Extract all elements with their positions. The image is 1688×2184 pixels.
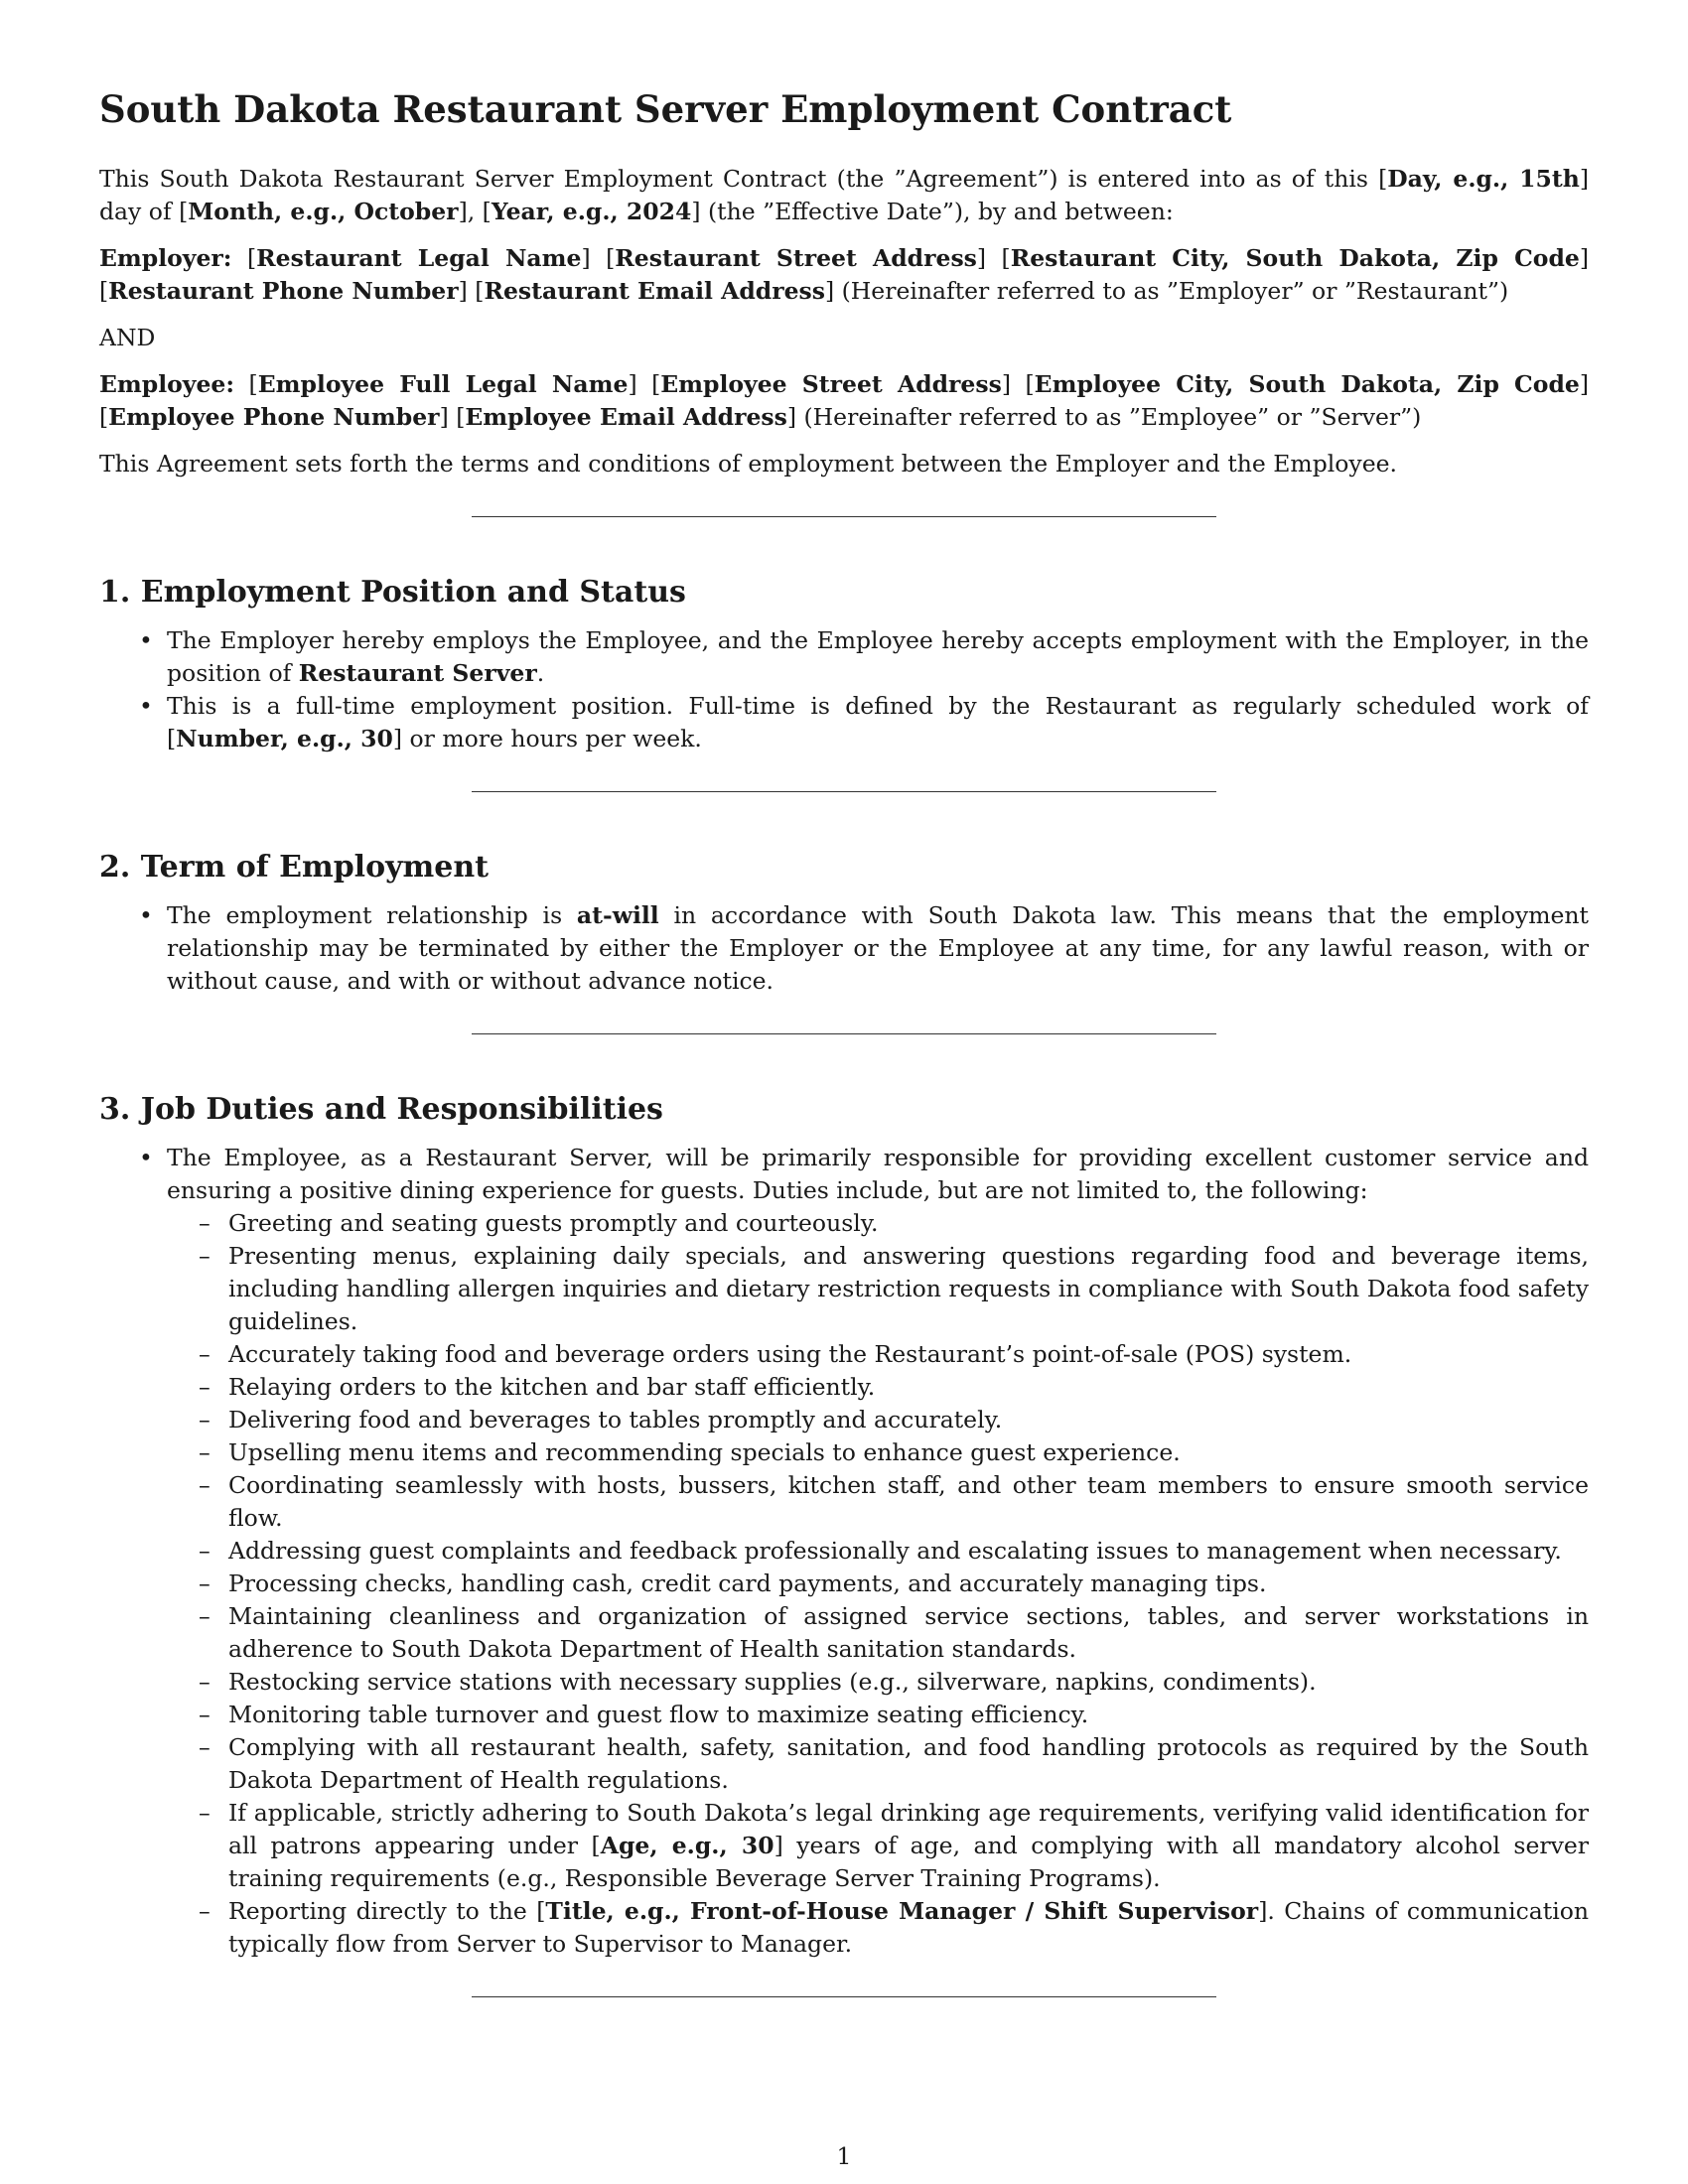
duty-item: – Addressing guest complaints and feedback professionally and escalating issues to management when necessary.	[167, 1535, 1589, 1568]
duty-item: – Presenting menus, explaining daily specials, and answering questions regarding food and beverage items, including handling allergen inquiries and dietary restriction requests in compliance with South Dakota food safety guidelines.	[167, 1240, 1589, 1338]
intro-paragraph: This South Dakota Restaurant Server Employment Contract (the ”Agreement”) is entered into as of this [Day, e.g., 15th] day of [Month, e.g., October], [Year, e.g., 2024] (the ”Effective Date”), by and between:	[99, 165, 1589, 226]
duty-item: – Monitoring table turnover and guest flow to maximize seating efficiency.	[167, 1699, 1589, 1731]
section-divider	[472, 1033, 1216, 1034]
duty-item: – Relaying orders to the kitchen and bar staff efficiently.	[167, 1371, 1589, 1404]
section-divider	[472, 516, 1216, 517]
list-item: • The Employer hereby employs the Employee, and the Employee hereby accepts employment with the Employer, in the position of Restaurant Server.	[99, 624, 1589, 690]
section-2-heading: 2. Term of Employment	[99, 850, 490, 886]
employee-name: Employee Full Legal Name	[257, 370, 629, 399]
employer-block: Employer: [Restaurant Legal Name] [Restaurant Street Address] [Restaurant City, South Dakota, Zip Code] [Restaurant Phone Number] [Restaurant Email Address] (Hereinafter referred to as ”Employer” or ”Restaurant”)	[99, 244, 1589, 306]
section-divider	[472, 1996, 1216, 1997]
duty-item: – Restocking service stations with necessary supplies (e.g., silverware, napkins, condiments).	[167, 1666, 1589, 1699]
duty-item: – Coordinating seamlessly with hosts, bussers, kitchen staff, and other team members to ensure smooth service flow.	[167, 1469, 1589, 1535]
and-text: AND	[99, 324, 156, 352]
duty-item: – Reporting directly to the [Title, e.g., Front-of-House Manager / Shift Supervisor]. Chains of communication typically flow from Server to Supervisor to Manager.	[167, 1895, 1589, 1961]
duty-item: – Maintaining cleanliness and organization of assigned service sections, tables, and server workstations in adherence to South Dakota Department of Health sanitation standards.	[167, 1600, 1589, 1666]
list-item: • The Employee, as a Restaurant Server, will be primarily responsible for providing excellent customer service and ensuring a positive dining experience for guests. Duties include, but are not limited to, the following: – Greeting and seating guests promptly and courteously. – Presenting menus, explaining daily specials, and answering questions regarding food and beverage items, including handling allergen inquiries and dietary restriction requests in compliance with South Dakota food safety guidelines. – Accurately taking food and beverage orders using the Restaurant’s point-of-sale (POS) system. – Relaying orders to the kitchen and bar staff efficiently. – Delivering food and beverages to tables promptly and accurately. – Upselling menu items and recommending specials to enhance guest experience. – Coordinating seamlessly with hosts, bussers, kitchen staff, and other team members to ensure smooth service flow. – Addressing guest complaints and feedback professionally and escalating issues to management when necessary. – Processing checks, handling cash, credit card payments, and accurately managing tips. – Maintaining cleanliness and organization of assigned service sections, tables, and server workstations in adherence to South Dakota Department of Health sanitation standards. – Restocking service stations with necessary supplies (e.g., silverware, napkins, condiments). – Monitoring table turnover and guest flow to maximize seating efficiency. – Complying with all restaurant health, safety, sanitation, and food handling protocols as required by the South Dakota Department of Health regulations. – If applicable, strictly adhering to South Dakota’s legal drinking age requirements, verifying valid identification for all patrons appearing under [Age, e.g., 30] years of age, and complying with all mandatory alcohol server training requirements (e.g., Responsible Beverage Server Training Programs). – Reporting directly to the [Title, e.g., Front-of-House Manager / Shift Supervisor]. Chains of communication typically flow from Server to Supervisor to Manager.	[99, 1142, 1589, 1961]
duty-item: – Processing checks, handling cash, credit card payments, and accurately managing tips.	[167, 1568, 1589, 1600]
terms-intro: This Agreement sets forth the terms and conditions of employment between the Employer and the Employee.	[99, 450, 1397, 478]
year-placeholder: Year, e.g., 2024	[491, 198, 692, 226]
employee-phone: Employee Phone Number	[108, 403, 440, 432]
section-1-list	[99, 624, 1589, 755]
section-2-list	[99, 899, 1589, 998]
employer-street: Restaurant Street Address	[615, 244, 977, 273]
month-placeholder: Month, e.g., October	[188, 198, 459, 226]
list-item: • This is a full-time employment position. Full-time is defined by the Restaurant as regularly scheduled work of [Number, e.g., 30] or more hours per week.	[99, 690, 1589, 755]
duty-item: – Accurately taking food and beverage orders using the Restaurant’s point-of-sale (POS) system.	[167, 1338, 1589, 1371]
page-number: 1	[836, 2142, 852, 2170]
section-1-heading: 1. Employment Position and Status	[99, 575, 686, 611]
employee-email: Employee Email Address	[465, 403, 787, 432]
employee-street: Employee Street Address	[660, 370, 1002, 399]
section-divider	[472, 791, 1216, 792]
duty-item: – Complying with all restaurant health, safety, sanitation, and food handling protocols as required by the South Dakota Department of Health regulations.	[167, 1731, 1589, 1797]
employee-block: Employee: [Employee Full Legal Name] [Employee Street Address] [Employee City, South Dakota, Zip Code] [Employee Phone Number] [Employee Email Address] (Hereinafter referred to as ”Employee” or ”Server”)	[99, 370, 1589, 432]
duties-list	[167, 1207, 1589, 1961]
list-item: • The employment relationship is at-will in accordance with South Dakota law. This means that the employment relationship may be terminated by either the Employer or the Employee at any time, for any lawful reason, with or without cause, and with or without advance notice.	[99, 899, 1589, 998]
employee-city: Employee City, South Dakota, Zip Code	[1034, 370, 1580, 399]
employer-label: Employer:	[99, 244, 232, 273]
duty-item: – Upselling menu items and recommending specials to enhance guest experience.	[167, 1436, 1589, 1469]
section-3-list	[99, 1142, 1589, 1961]
duty-item: – Greeting and seating guests promptly and courteously.	[167, 1207, 1589, 1240]
duty-item: – If applicable, strictly adhering to South Dakota’s legal drinking age requirements, verifying valid identification for all patrons appearing under [Age, e.g., 30] years of age, and complying with all mandatory alcohol server training requirements (e.g., Responsible Beverage Server Training Programs).	[167, 1797, 1589, 1895]
day-placeholder: Day, e.g., 15th	[1387, 165, 1580, 194]
employer-city: Restaurant City, South Dakota, Zip Code	[1010, 244, 1580, 273]
section-3-heading: 3. Job Duties and Responsibilities	[99, 1092, 663, 1128]
duty-item: – Delivering food and beverages to tables promptly and accurately.	[167, 1404, 1589, 1436]
document-title: South Dakota Restaurant Server Employment Contract	[99, 87, 1232, 131]
employer-email: Restaurant Email Address	[484, 277, 825, 306]
employee-label: Employee:	[99, 370, 235, 399]
employer-name: Restaurant Legal Name	[256, 244, 582, 273]
document-page	[99, 87, 1589, 2055]
employer-phone: Restaurant Phone Number	[108, 277, 459, 306]
